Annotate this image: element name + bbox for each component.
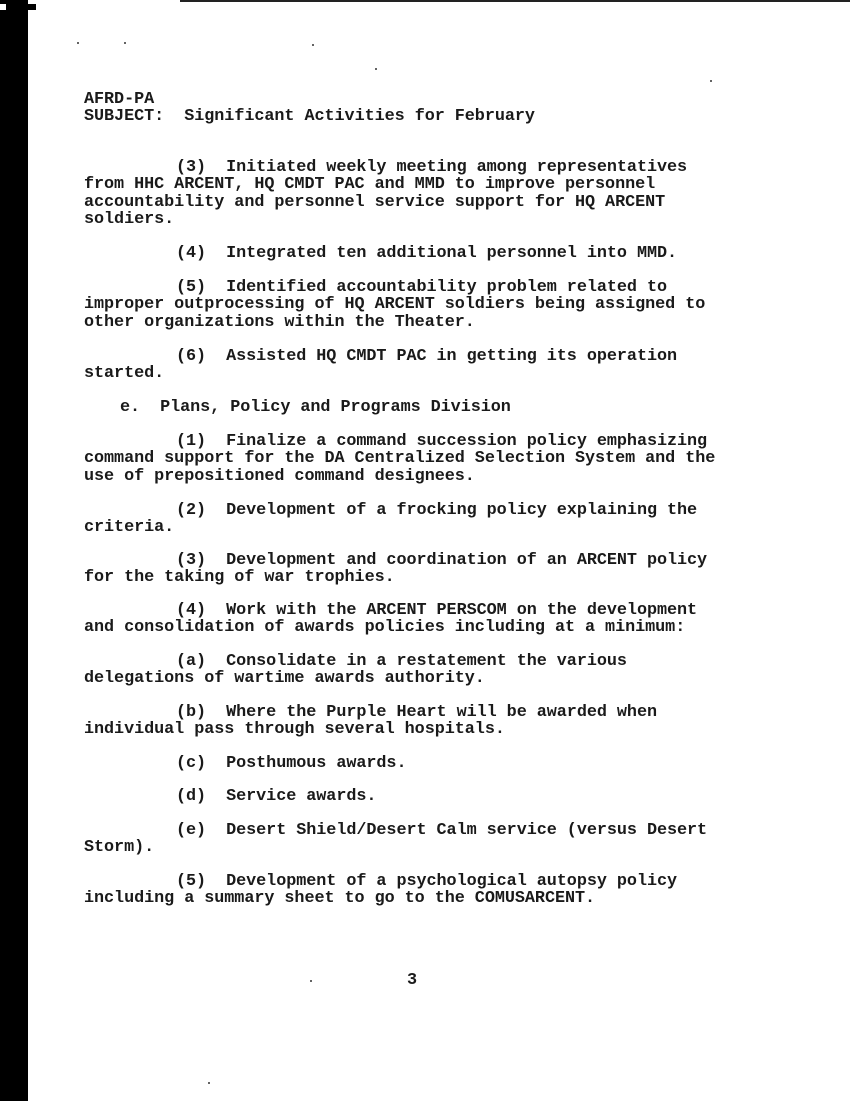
memo-header (84, 91, 535, 126)
scan-speck (77, 42, 79, 44)
paragraph (84, 159, 687, 228)
scan-top-edge (180, 0, 850, 2)
paragraph (84, 348, 677, 383)
paragraph (84, 704, 657, 739)
paragraph-line: (b) Where the Purple Heart will be awarded when (176, 703, 657, 722)
paragraph (84, 873, 677, 908)
scan-speck (208, 1082, 210, 1084)
scan-speck (312, 44, 314, 46)
paragraph (84, 788, 376, 805)
scan-mark (28, 4, 36, 10)
paragraph-line: (3) Development and coordination of an ARCENT policy (176, 551, 708, 570)
paragraph-line: (1) Finalize a command succession policy emphasizing (176, 432, 708, 451)
paragraph (84, 433, 715, 485)
scan-speck (710, 80, 712, 82)
paragraph (84, 279, 705, 331)
paragraph-line: and consolidation of awards policies including at a minimum: (84, 618, 686, 638)
paragraph-line: soldiers. (84, 209, 175, 229)
paragraph-line: use of prepositioned command designees. (84, 466, 475, 486)
paragraph-line: criteria. (84, 518, 175, 538)
section-heading (84, 399, 511, 416)
paragraph (84, 245, 677, 262)
paragraph-line: for the taking of war trophies. (84, 568, 395, 588)
paragraph (84, 653, 627, 688)
paragraph-line: from HHC ARCENT, HQ CMDT PAC and MMD to improve personnel (84, 175, 656, 195)
paragraph-line: (5) Development of a psychological autopsy policy (176, 872, 678, 891)
paragraph-line: delegations of wartime awards authority. (84, 669, 485, 689)
subject-label: SUBJECT: (84, 107, 165, 127)
paragraph (84, 502, 697, 537)
paragraph (84, 822, 707, 857)
paragraph-line: (2) Development of a frocking policy explaining the (176, 501, 698, 520)
paragraph-line: e. Plans, Policy and Programs Division (120, 398, 511, 417)
office-symbol: AFRD-PA (84, 90, 155, 109)
paragraph-line: started. (84, 364, 165, 384)
page-number: 3 (407, 971, 418, 990)
paragraph-line: improper outprocessing of HQ ARCENT soldiers being assigned to (84, 295, 706, 315)
scan-edge-bar (0, 0, 28, 1101)
subject-line (84, 108, 535, 125)
scan-speck (375, 68, 377, 70)
paragraph-line: (e) Desert Shield/Desert Calm service (versus Desert (176, 821, 708, 840)
paragraph-line: (a) Consolidate in a restatement the various (176, 652, 627, 671)
paragraph-line: command support for the DA Centralized Selection System and the (84, 449, 716, 469)
paragraph-line: other organizations within the Theater. (84, 312, 475, 332)
paragraph-line: accountability and personnel service support for HQ ARCENT (84, 192, 666, 212)
paragraph-line: (3) Initiated weekly meeting among representatives (176, 158, 688, 177)
paragraph-line: (c) Posthumous awards. (176, 754, 407, 773)
subject-text: Significant Activities for February (184, 107, 535, 127)
paragraph-line: (4) Work with the ARCENT PERSCOM on the development (176, 601, 698, 620)
paragraph (84, 602, 697, 637)
paragraph-line: Storm). (84, 838, 155, 858)
scan-speck (124, 42, 126, 44)
scan-speck (310, 980, 312, 982)
paragraph (84, 755, 406, 772)
scan-mark (0, 4, 6, 10)
paragraph (84, 552, 707, 587)
paragraph-line: including a summary sheet to go to the COMUSARCENT. (84, 889, 596, 909)
paragraph-line: (5) Identified accountability problem related to (176, 278, 667, 297)
paragraph-line: individual pass through several hospitals. (84, 720, 505, 740)
paragraph-line: (6) Assisted HQ CMDT PAC in getting its operation (176, 347, 678, 366)
paragraph-line: (4) Integrated ten additional personnel into MMD. (176, 244, 678, 263)
paragraph-line: (d) Service awards. (176, 787, 377, 806)
